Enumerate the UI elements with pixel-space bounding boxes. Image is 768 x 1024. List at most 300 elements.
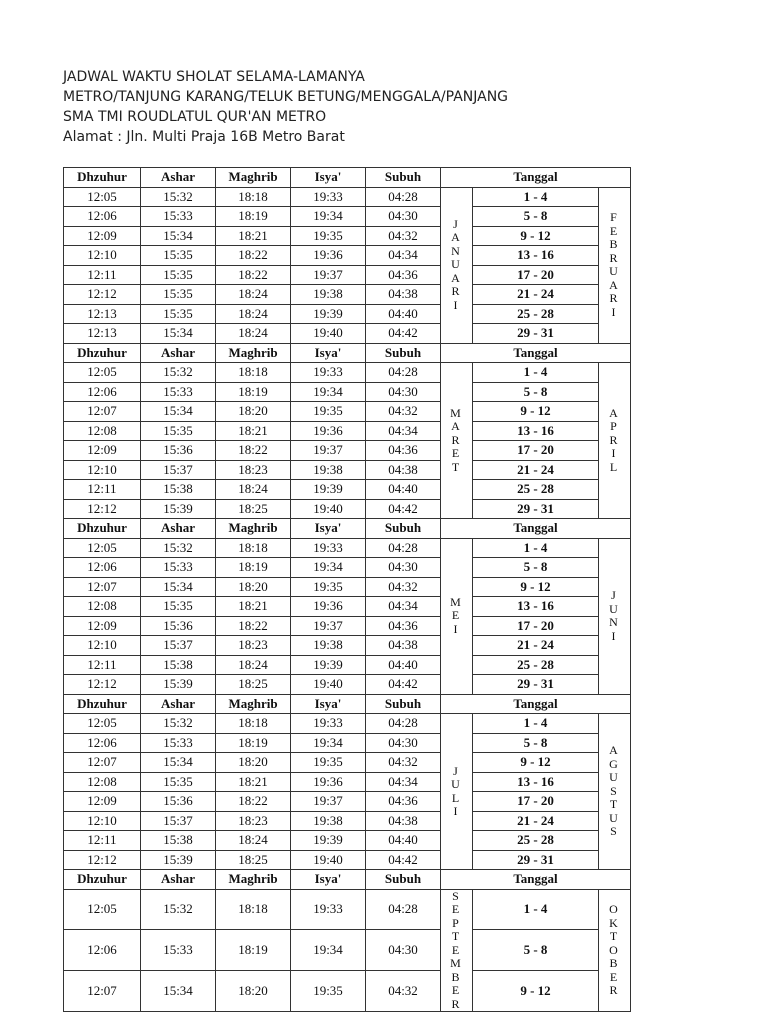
time-cell: 12:08 (64, 597, 141, 617)
tanggal-cell: 1 - 4 (473, 714, 599, 734)
time-cell: 15:34 (141, 577, 216, 597)
time-cell: 12:12 (64, 850, 141, 870)
time-cell: 04:30 (366, 733, 441, 753)
time-cell: 19:39 (291, 304, 366, 324)
column-header-tanggal: Tanggal (441, 870, 631, 890)
time-cell: 12:09 (64, 616, 141, 636)
tanggal-cell: 5 - 8 (473, 382, 599, 402)
time-cell: 04:32 (366, 577, 441, 597)
time-cell: 12:09 (64, 226, 141, 246)
time-cell: 15:32 (141, 363, 216, 383)
time-cell: 18:21 (216, 597, 291, 617)
column-header: Isya' (291, 870, 366, 890)
time-cell: 15:35 (141, 246, 216, 266)
time-cell: 04:38 (366, 811, 441, 831)
time-cell: 12:11 (64, 831, 141, 851)
column-header: Isya' (291, 694, 366, 714)
time-cell: 19:34 (291, 930, 366, 971)
time-cell: 15:35 (141, 597, 216, 617)
time-cell: 12:13 (64, 304, 141, 324)
time-cell: 04:42 (366, 324, 441, 344)
time-cell: 04:36 (366, 792, 441, 812)
column-header: Isya' (291, 343, 366, 363)
column-header: Isya' (291, 519, 366, 539)
school-line: SMA TMI ROUDLATUL QUR'AN METRO (63, 109, 327, 125)
time-cell: 15:34 (141, 402, 216, 422)
time-cell: 15:35 (141, 285, 216, 305)
tanggal-cell: 25 - 28 (473, 480, 599, 500)
time-cell: 12:08 (64, 421, 141, 441)
time-cell: 15:35 (141, 421, 216, 441)
time-cell: 15:34 (141, 324, 216, 344)
table-row (64, 811, 631, 831)
table-row (64, 597, 631, 617)
time-cell: 18:24 (216, 831, 291, 851)
time-cell: 18:18 (216, 363, 291, 383)
time-cell: 19:35 (291, 402, 366, 422)
time-cell: 12:07 (64, 753, 141, 773)
time-cell: 19:36 (291, 246, 366, 266)
time-cell: 15:33 (141, 207, 216, 227)
time-cell: 18:24 (216, 480, 291, 500)
time-cell: 12:11 (64, 480, 141, 500)
column-header: Maghrib (216, 168, 291, 188)
tanggal-cell: 17 - 20 (473, 441, 599, 461)
time-cell: 12:07 (64, 402, 141, 422)
column-header: Subuh (366, 694, 441, 714)
table-row (64, 831, 631, 851)
tanggal-cell: 5 - 8 (473, 930, 599, 971)
time-cell: 19:40 (291, 850, 366, 870)
time-cell: 19:35 (291, 226, 366, 246)
column-header: Ashar (141, 343, 216, 363)
table-row (64, 285, 631, 305)
time-cell: 19:35 (291, 971, 366, 1012)
time-cell: 15:38 (141, 655, 216, 675)
tanggal-cell: 9 - 12 (473, 971, 599, 1012)
time-cell: 12:06 (64, 558, 141, 578)
time-cell: 18:24 (216, 304, 291, 324)
column-header: Dhzuhur (64, 870, 141, 890)
time-cell: 15:33 (141, 558, 216, 578)
time-cell: 04:36 (366, 265, 441, 285)
tanggal-cell: 21 - 24 (473, 636, 599, 656)
column-header-tanggal: Tanggal (441, 343, 631, 363)
table-row (64, 402, 631, 422)
month-label-left (441, 187, 473, 343)
time-cell: 15:34 (141, 971, 216, 1012)
column-header: Dhzuhur (64, 343, 141, 363)
tanggal-cell: 21 - 24 (473, 460, 599, 480)
table-row (64, 460, 631, 480)
time-cell: 18:19 (216, 930, 291, 971)
time-cell: 12:09 (64, 441, 141, 461)
month-name-left: JULI (451, 763, 462, 818)
tanggal-cell: 25 - 28 (473, 304, 599, 324)
time-cell: 04:30 (366, 382, 441, 402)
column-header: Subuh (366, 343, 441, 363)
time-cell: 19:34 (291, 207, 366, 227)
time-cell: 04:30 (366, 207, 441, 227)
time-cell: 04:32 (366, 226, 441, 246)
time-cell: 12:13 (64, 324, 141, 344)
time-cell: 04:28 (366, 363, 441, 383)
time-cell: 19:37 (291, 265, 366, 285)
column-header: Isya' (291, 168, 366, 188)
time-cell: 18:20 (216, 971, 291, 1012)
time-cell: 12:10 (64, 246, 141, 266)
tanggal-cell: 5 - 8 (473, 733, 599, 753)
table-row (64, 480, 631, 500)
tanggal-cell: 1 - 4 (473, 538, 599, 558)
time-cell: 19:38 (291, 811, 366, 831)
tanggal-cell: 13 - 16 (473, 246, 599, 266)
table-row (64, 577, 631, 597)
time-cell: 18:18 (216, 538, 291, 558)
time-cell: 12:10 (64, 460, 141, 480)
time-cell: 15:34 (141, 753, 216, 773)
time-cell: 15:37 (141, 811, 216, 831)
column-header: Maghrib (216, 694, 291, 714)
table-row (64, 382, 631, 402)
table-row (64, 421, 631, 441)
time-cell: 18:19 (216, 558, 291, 578)
time-cell: 19:34 (291, 733, 366, 753)
column-header: Ashar (141, 870, 216, 890)
time-cell: 18:19 (216, 382, 291, 402)
title-line: JADWAL WAKTU SHOLAT SELAMA-LAMANYA (63, 69, 365, 85)
time-cell: 12:05 (64, 187, 141, 207)
time-cell: 19:36 (291, 772, 366, 792)
header-row (64, 343, 631, 363)
time-cell: 18:25 (216, 850, 291, 870)
header-row (64, 519, 631, 539)
table-row (64, 207, 631, 227)
time-cell: 04:28 (366, 538, 441, 558)
time-cell: 15:34 (141, 226, 216, 246)
time-cell: 15:37 (141, 460, 216, 480)
month-name-right: APRIL (609, 405, 620, 474)
tanggal-cell: 29 - 31 (473, 499, 599, 519)
tanggal-cell: 13 - 16 (473, 421, 599, 441)
time-cell: 18:22 (216, 792, 291, 812)
month-name-right: JUNI (609, 588, 620, 643)
table-row (64, 499, 631, 519)
time-cell: 04:28 (366, 187, 441, 207)
table-row (64, 265, 631, 285)
time-cell: 12:12 (64, 675, 141, 695)
time-cell: 15:35 (141, 772, 216, 792)
schedule-table-wrapper (63, 167, 630, 1011)
time-cell: 19:40 (291, 675, 366, 695)
month-name-left: JANUARI (451, 216, 462, 312)
time-cell: 04:30 (366, 930, 441, 971)
time-cell: 19:38 (291, 285, 366, 305)
tanggal-cell: 29 - 31 (473, 850, 599, 870)
time-cell: 19:40 (291, 324, 366, 344)
time-cell: 12:11 (64, 265, 141, 285)
time-cell: 04:38 (366, 285, 441, 305)
column-header: Subuh (366, 870, 441, 890)
time-cell: 18:23 (216, 636, 291, 656)
time-cell: 19:37 (291, 616, 366, 636)
tanggal-cell: 1 - 4 (473, 889, 599, 930)
time-cell: 19:35 (291, 753, 366, 773)
table-row (64, 187, 631, 207)
time-cell: 04:40 (366, 480, 441, 500)
time-cell: 12:05 (64, 363, 141, 383)
table-row (64, 616, 631, 636)
time-cell: 04:38 (366, 460, 441, 480)
time-cell: 15:32 (141, 889, 216, 930)
time-cell: 15:33 (141, 930, 216, 971)
time-cell: 19:37 (291, 792, 366, 812)
header-row (64, 168, 631, 188)
time-cell: 19:33 (291, 187, 366, 207)
time-cell: 19:39 (291, 831, 366, 851)
tanggal-cell: 13 - 16 (473, 597, 599, 617)
time-cell: 18:18 (216, 187, 291, 207)
time-cell: 04:42 (366, 675, 441, 695)
tanggal-cell: 17 - 20 (473, 792, 599, 812)
time-cell: 12:05 (64, 714, 141, 734)
time-cell: 04:32 (366, 971, 441, 1012)
time-cell: 12:05 (64, 889, 141, 930)
table-row (64, 850, 631, 870)
tanggal-cell: 13 - 16 (473, 772, 599, 792)
header-row (64, 694, 631, 714)
tanggal-cell: 17 - 20 (473, 616, 599, 636)
tanggal-cell: 29 - 31 (473, 675, 599, 695)
month-label-left (441, 714, 473, 870)
column-header: Subuh (366, 168, 441, 188)
month-label-right (599, 714, 631, 870)
tanggal-cell: 17 - 20 (473, 265, 599, 285)
time-cell: 15:36 (141, 792, 216, 812)
time-cell: 15:32 (141, 714, 216, 734)
time-cell: 04:40 (366, 304, 441, 324)
time-cell: 15:39 (141, 675, 216, 695)
table-row (64, 971, 631, 1012)
tanggal-cell: 9 - 12 (473, 577, 599, 597)
month-label-right (599, 187, 631, 343)
month-label-right (599, 538, 631, 694)
time-cell: 15:33 (141, 382, 216, 402)
tanggal-cell: 5 - 8 (473, 207, 599, 227)
address-line: Alamat : Jln. Multi Praja 16B Metro Barat (63, 129, 345, 145)
header-row (64, 870, 631, 890)
table-row (64, 636, 631, 656)
time-cell: 12:05 (64, 538, 141, 558)
cities-line: METRO/TANJUNG KARANG/TELUK BETUNG/MENGGALA/PANJANG (63, 89, 509, 105)
table-row (64, 363, 631, 383)
time-cell: 18:18 (216, 889, 291, 930)
time-cell: 12:09 (64, 792, 141, 812)
time-cell: 15:32 (141, 187, 216, 207)
month-label-right (599, 889, 631, 1012)
time-cell: 18:18 (216, 714, 291, 734)
time-cell: 18:21 (216, 772, 291, 792)
column-header-tanggal: Tanggal (441, 519, 631, 539)
time-cell: 18:20 (216, 577, 291, 597)
table-row (64, 889, 631, 930)
column-header: Dhzuhur (64, 168, 141, 188)
tanggal-cell: 5 - 8 (473, 558, 599, 578)
column-header: Maghrib (216, 519, 291, 539)
time-cell: 18:22 (216, 441, 291, 461)
column-header-tanggal: Tanggal (441, 694, 631, 714)
time-cell: 12:07 (64, 577, 141, 597)
time-cell: 04:28 (366, 714, 441, 734)
time-cell: 04:36 (366, 616, 441, 636)
time-cell: 18:21 (216, 421, 291, 441)
time-cell: 12:06 (64, 382, 141, 402)
time-cell: 19:35 (291, 577, 366, 597)
time-cell: 15:35 (141, 265, 216, 285)
time-cell: 19:34 (291, 558, 366, 578)
tanggal-cell: 21 - 24 (473, 285, 599, 305)
time-cell: 12:11 (64, 655, 141, 675)
time-cell: 18:25 (216, 499, 291, 519)
month-label-left (441, 363, 473, 519)
time-cell: 15:38 (141, 480, 216, 500)
time-cell: 04:32 (366, 753, 441, 773)
time-cell: 18:24 (216, 285, 291, 305)
time-cell: 19:38 (291, 460, 366, 480)
time-cell: 04:36 (366, 441, 441, 461)
tanggal-cell: 21 - 24 (473, 811, 599, 831)
column-header-tanggal: Tanggal (441, 168, 631, 188)
document-header (63, 67, 703, 147)
time-cell: 18:23 (216, 460, 291, 480)
time-cell: 19:39 (291, 480, 366, 500)
time-cell: 18:20 (216, 753, 291, 773)
month-name-left: MARET (450, 405, 463, 474)
column-header: Dhzuhur (64, 694, 141, 714)
time-cell: 04:40 (366, 831, 441, 851)
time-cell: 15:32 (141, 538, 216, 558)
time-cell: 18:24 (216, 324, 291, 344)
tanggal-cell: 1 - 4 (473, 363, 599, 383)
table-row (64, 772, 631, 792)
time-cell: 18:22 (216, 246, 291, 266)
time-cell: 04:34 (366, 246, 441, 266)
time-cell: 04:28 (366, 889, 441, 930)
time-cell: 12:08 (64, 772, 141, 792)
time-cell: 15:38 (141, 831, 216, 851)
time-cell: 19:33 (291, 363, 366, 383)
time-cell: 04:34 (366, 597, 441, 617)
time-cell: 19:33 (291, 538, 366, 558)
table-row (64, 538, 631, 558)
month-name-left: SEPTEMBER (450, 888, 463, 1011)
time-cell: 04:34 (366, 772, 441, 792)
table-row (64, 558, 631, 578)
tanggal-cell: 25 - 28 (473, 655, 599, 675)
time-cell: 19:40 (291, 499, 366, 519)
column-header: Subuh (366, 519, 441, 539)
table-row (64, 441, 631, 461)
time-cell: 12:12 (64, 285, 141, 305)
time-cell: 15:36 (141, 441, 216, 461)
time-cell: 12:10 (64, 636, 141, 656)
time-cell: 18:20 (216, 402, 291, 422)
table-row (64, 675, 631, 695)
time-cell: 18:25 (216, 675, 291, 695)
time-cell: 04:38 (366, 636, 441, 656)
month-label-left (441, 889, 473, 1012)
time-cell: 19:38 (291, 636, 366, 656)
month-name-right: OKTOBER (609, 902, 620, 997)
column-header: Ashar (141, 168, 216, 188)
time-cell: 15:39 (141, 850, 216, 870)
table-row (64, 226, 631, 246)
time-cell: 04:34 (366, 421, 441, 441)
time-cell: 15:33 (141, 733, 216, 753)
time-cell: 12:06 (64, 930, 141, 971)
time-cell: 18:24 (216, 655, 291, 675)
time-cell: 04:42 (366, 850, 441, 870)
time-cell: 04:42 (366, 499, 441, 519)
time-cell: 19:36 (291, 597, 366, 617)
table-row (64, 930, 631, 971)
column-header: Ashar (141, 519, 216, 539)
column-header: Ashar (141, 694, 216, 714)
time-cell: 18:19 (216, 733, 291, 753)
tanggal-cell: 29 - 31 (473, 324, 599, 344)
table-row (64, 246, 631, 266)
month-name-right: FEBRUARI (609, 210, 620, 319)
time-cell: 18:21 (216, 226, 291, 246)
time-cell: 04:32 (366, 402, 441, 422)
time-cell: 19:37 (291, 441, 366, 461)
month-name-left: MEI (450, 594, 463, 636)
column-header: Dhzuhur (64, 519, 141, 539)
time-cell: 19:33 (291, 889, 366, 930)
prayer-schedule-table (63, 167, 631, 1012)
time-cell: 12:10 (64, 811, 141, 831)
time-cell: 12:07 (64, 971, 141, 1012)
table-row (64, 714, 631, 734)
time-cell: 15:37 (141, 636, 216, 656)
tanggal-cell: 9 - 12 (473, 753, 599, 773)
time-cell: 19:34 (291, 382, 366, 402)
tanggal-cell: 25 - 28 (473, 831, 599, 851)
month-name-right: AGUSTUS (609, 743, 620, 839)
time-cell: 19:36 (291, 421, 366, 441)
time-cell: 04:30 (366, 558, 441, 578)
time-cell: 19:33 (291, 714, 366, 734)
table-row (64, 753, 631, 773)
time-cell: 18:19 (216, 207, 291, 227)
time-cell: 04:40 (366, 655, 441, 675)
time-cell: 15:36 (141, 616, 216, 636)
table-row (64, 733, 631, 753)
time-cell: 18:22 (216, 265, 291, 285)
time-cell: 15:35 (141, 304, 216, 324)
tanggal-cell: 9 - 12 (473, 402, 599, 422)
table-row (64, 324, 631, 344)
tanggal-cell: 9 - 12 (473, 226, 599, 246)
time-cell: 12:06 (64, 207, 141, 227)
time-cell: 18:22 (216, 616, 291, 636)
time-cell: 12:06 (64, 733, 141, 753)
month-label-left (441, 538, 473, 694)
time-cell: 18:23 (216, 811, 291, 831)
month-label-right (599, 363, 631, 519)
time-cell: 15:39 (141, 499, 216, 519)
tanggal-cell: 1 - 4 (473, 187, 599, 207)
